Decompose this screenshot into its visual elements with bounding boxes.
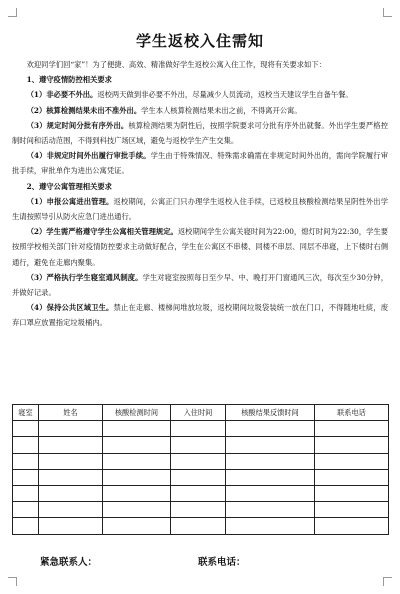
table-cell[interactable] (315, 437, 389, 453)
rule-lead: （1）非必要不外出。 (26, 90, 98, 100)
crop-mark-bottom-right (383, 577, 392, 586)
table-cell[interactable] (13, 485, 39, 501)
table-cell[interactable] (226, 469, 315, 485)
instructions (12, 57, 388, 331)
section-heading-dormitory: 2、遵守公寓管理相关要求 (26, 181, 112, 191)
crop-mark-bottom-left (8, 577, 17, 586)
table-cell[interactable] (103, 502, 171, 518)
table-cell[interactable] (226, 518, 315, 534)
table-body (13, 421, 389, 534)
table-cell[interactable] (171, 421, 226, 437)
rule-lead: （3）严格执行学生寝室通风制度。 (26, 272, 143, 282)
table-cell[interactable] (39, 453, 103, 469)
table-cell[interactable] (13, 469, 39, 485)
rule-lead: （2）核算检测结果未出不准外出。 (26, 105, 142, 115)
section-heading-epidemic: 1、遵守疫情防控相关要求 (26, 75, 112, 85)
rule-text: 核算检测结果为阴性后，按照学院要求可分批有序外出就餐。外出学生要严格控制时间和活动范围，不得到科技广场区域，避免与返校学生产生交集。 (12, 120, 389, 146)
table-cell[interactable] (171, 518, 226, 534)
column-header-result-time: 核酸结果反馈时间 (226, 405, 315, 421)
column-header-dorm: 寝室 (13, 405, 39, 421)
column-header-name: 姓名 (39, 405, 103, 421)
table-row (13, 485, 389, 501)
table-cell[interactable] (103, 437, 171, 453)
table-cell[interactable] (103, 421, 171, 437)
crop-mark-top-left (8, 8, 17, 17)
table-cell[interactable] (103, 453, 171, 469)
table-cell[interactable] (315, 453, 389, 469)
rule-paragraph (12, 87, 388, 102)
table-cell[interactable] (13, 518, 39, 534)
rule-lead: （2）学生需严格遵守学生公寓相关管理规定。 (26, 227, 178, 237)
rule-paragraph (12, 224, 388, 270)
table-cell[interactable] (226, 421, 315, 437)
rule-paragraph (12, 118, 388, 148)
table-cell[interactable] (226, 453, 315, 469)
table-header-row (13, 405, 389, 421)
rule-paragraph (12, 270, 388, 300)
table-cell[interactable] (315, 485, 389, 501)
document-title: 学生返校入住需知 (135, 32, 264, 50)
table-cell[interactable] (171, 469, 226, 485)
rule-paragraph (12, 148, 388, 178)
rule-lead: （1）申报公寓进出管理。 (26, 196, 114, 206)
rule-paragraph (12, 300, 388, 330)
table-row (13, 469, 389, 485)
table-cell[interactable] (103, 469, 171, 485)
table-cell[interactable] (226, 485, 315, 501)
table-cell[interactable] (171, 437, 226, 453)
table-row (13, 453, 389, 469)
rule-paragraph (12, 194, 388, 224)
rule-lead: （3）规定时间分批有序外出。 (26, 120, 129, 130)
column-header-checkin-time: 入住时间 (171, 405, 226, 421)
phone-label: 联系电话： (198, 557, 246, 568)
rule-text: 学生对寝室按照每日至少早、中、晚打开门窗通风三次，每次至少30分钟，并做好记录。 (12, 272, 388, 298)
table-cell[interactable] (13, 437, 39, 453)
rule-text: 返校期间，公寓正门只办理学生返校入住手续，已返校且核酸检测结果呈阴性外出学生请按照导引从防火应急门进出通行。 (12, 196, 389, 222)
table-cell[interactable] (39, 502, 103, 518)
table-cell[interactable] (39, 518, 103, 534)
table-cell[interactable] (315, 469, 389, 485)
rule-text: 返校期间学生公寓关寝时间为22:00，熄灯时间为22:30，学生要按照学校相关部门针对疫情防控要求主动做好配合，学生在公寓区不串楼、同楼不串层、同层不串寝，上下楼时右侧通行，避免在走廊内聚集。 (12, 227, 388, 267)
table-cell[interactable] (171, 453, 226, 469)
table-cell[interactable] (13, 421, 39, 437)
emergency-contact-label: 紧急联系人： (40, 557, 98, 568)
rule-text: 禁止在走廊、楼梯间堆放垃圾，返校期间垃圾袋装统一放在门口，不得随地吐痰，废弃口罩应放置指定垃圾桶内。 (12, 303, 389, 328)
table-cell[interactable] (39, 485, 103, 501)
check-in-table (12, 404, 389, 535)
intro-paragraph: 欢迎同学们回“家”！为了便捷、高效、精准做好学生返校公寓入住工作，现将有关要求如下： (26, 60, 326, 69)
crop-mark-top-right (383, 8, 392, 17)
table-cell[interactable] (226, 437, 315, 453)
table-cell[interactable] (103, 485, 171, 501)
table-cell[interactable] (171, 502, 226, 518)
rule-lead: （4）非规定时间外出履行审批手续。 (26, 151, 151, 161)
rule-text: 学生本人核算检测结果未出之前，不得离开公寓。 (141, 105, 302, 115)
table-cell[interactable] (39, 469, 103, 485)
table-row (13, 502, 389, 518)
table-row (13, 421, 389, 437)
table-cell[interactable] (315, 518, 389, 534)
table-cell[interactable] (315, 502, 389, 518)
column-header-phone: 联系电话 (315, 405, 389, 421)
table-cell[interactable] (171, 485, 226, 501)
table-cell[interactable] (39, 421, 103, 437)
document-body (12, 30, 388, 331)
table-cell[interactable] (13, 502, 39, 518)
table-row (13, 518, 389, 534)
table-cell[interactable] (13, 453, 39, 469)
rule-text: 返校两天做到非必要不外出，尽量减少人员流动，返校当天建议学生自备午餐。 (97, 90, 353, 100)
rule-text: 学生由于特殊情况、特殊需求确需在非规定时间外出的，需向学院履行审批手续，审批单作为进出公寓凭证。 (12, 151, 389, 176)
rule-paragraph (12, 103, 388, 118)
table-cell[interactable] (315, 421, 389, 437)
rule-lead: （4）保持公共区域卫生。 (26, 303, 114, 313)
table-row (13, 437, 389, 453)
column-header-test-time: 核酸检测时间 (103, 405, 171, 421)
table-cell[interactable] (39, 437, 103, 453)
table-cell[interactable] (103, 518, 171, 534)
table-cell[interactable] (226, 502, 315, 518)
